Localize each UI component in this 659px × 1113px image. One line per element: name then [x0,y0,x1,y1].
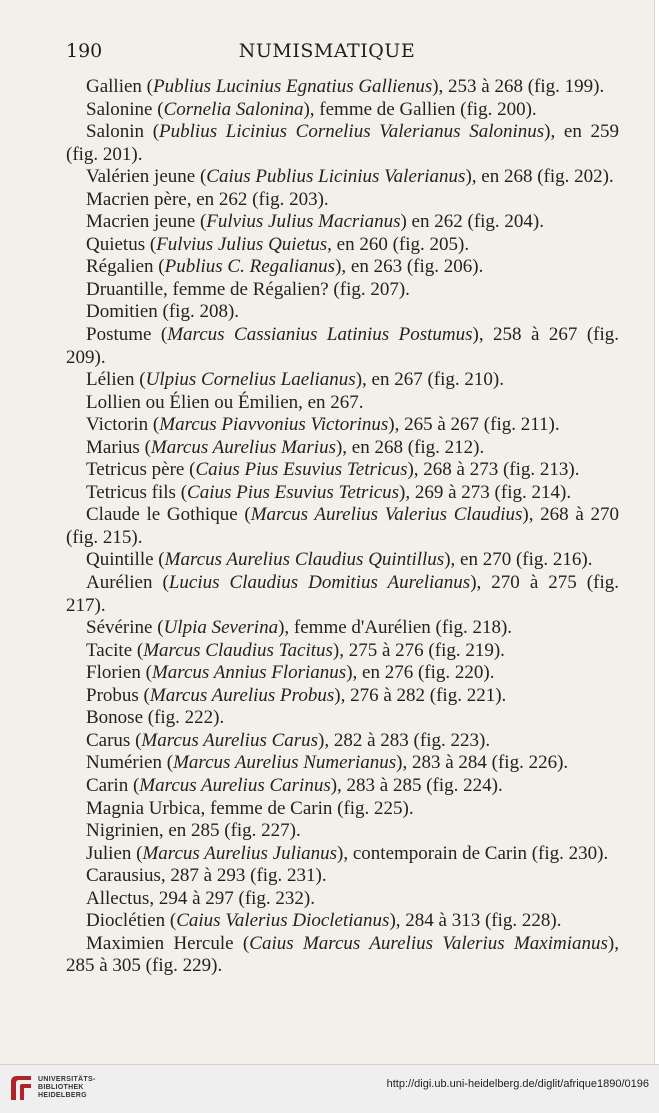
latin-full-name: Marcus Aurelius Carinus [139,774,331,796]
entry-text: ) en 262 (fig. 204). [400,211,545,233]
list-item [66,662,619,685]
latin-full-name: Marcus Aurelius Julianus [142,842,338,864]
entry-text: ), femme d'Aurélien (fig. 218). [278,617,513,639]
entry-text: Carin ( [86,774,140,796]
entry-text: ), 275 à 276 (fig. 219). [332,639,505,661]
entry-text: ), contemporain de Carin (fig. 230). [337,842,609,864]
list-item [66,414,619,437]
permalink-url[interactable]: http://digi.ub.uni-heidelberg.de/diglit/afrique1890/0196 [386,1078,649,1090]
list-item [66,910,619,933]
latin-full-name: Fulvius Julius Macrianus [206,211,401,233]
entry-text: Tetricus fils ( [86,481,188,503]
list-item [66,437,619,460]
entry-text: Quintille ( [86,549,165,571]
emperor-list [66,76,619,978]
entry-text: Julien ( [86,842,143,864]
page-header [0,40,654,70]
latin-full-name: Ulpius Cornelius Laelianus [145,369,356,391]
entry-text: ), 285 à 305 (fig. 229). [66,932,619,977]
latin-full-name: Marcus Claudius Tacitus [143,639,333,661]
entry-text: Postume ( [86,324,168,346]
list-item [66,685,619,708]
entry-text: ), 265 à 267 (fig. 211). [388,414,560,436]
entry-text: , en 260 (fig. 205). [327,233,470,255]
entry-text: Dioclétien ( [86,910,177,932]
entry-text: Valérien jeune ( [86,166,207,188]
list-item [66,549,619,572]
entry-text: ), en 267 (fig. 210). [355,369,504,391]
list-item [66,933,619,978]
entry-text: Maximien Hercule ( [86,932,250,954]
entry-text: Lélien ( [86,369,146,391]
entry-text: ), 268 à 273 (fig. 213). [407,459,580,481]
entry-text: Aurélien ( [86,572,169,594]
entry-text: Probus ( [86,684,150,706]
latin-full-name: Marcus Aurelius Numerianus [173,752,397,774]
entry-text: Macrien jeune ( [86,211,207,233]
latin-full-name: Marcus Aurelius Marius [150,436,336,458]
list-item [66,301,619,324]
list-item [66,392,619,415]
list-item [66,730,619,753]
entry-text: Tacite ( [86,639,144,661]
latin-full-name: Publius Licinius Cornelius Valerianus Saloninus [159,121,545,143]
latin-full-name: Marcus Cassianius Latinius Postumus [167,324,473,346]
entry-text: ), 283 à 285 (fig. 224). [330,774,503,796]
entry-text: ), 276 à 282 (fig. 221). [334,684,507,706]
entry-text: ), en 268 (fig. 212). [335,436,485,458]
entry-text: ), en 259 (fig. 201). [66,121,619,165]
entry-text: Florien ( [86,662,152,684]
entry-text: ), en 263 (fig. 206). [335,256,484,278]
list-item [66,504,619,549]
list-item [66,752,619,775]
list-item [66,189,619,212]
entry-text: ), 270 à 275 (fig. 217). [66,572,619,616]
latin-full-name: Marcus Aurelius Carus [141,729,319,751]
list-item [66,324,619,369]
latin-full-name: Marcus Annius Florianus [151,662,347,684]
latin-full-name: Lucius Claudius Domitius Aurelianus [168,572,471,594]
latin-full-name: Marcus Piavvonius Victorinus [159,414,389,436]
university-library-name [38,1076,96,1100]
entry-text: Victorin ( [86,414,160,436]
entry-text: Domitien (fig. 208). [86,301,240,323]
list-item [66,256,619,279]
list-item [66,369,619,392]
list-item [66,211,619,234]
latin-full-name: Marcus Aurelius Valerius Claudius [250,504,523,526]
list-item [66,617,619,640]
latin-full-name: Caius Publius Licinius Valerianus [206,166,466,188]
list-item [66,76,619,99]
logo-text-line: HEIDELBERG [38,1092,87,1099]
entry-text: Macrien père, en 262 (fig. 203). [86,188,329,210]
entry-text: ), 282 à 283 (fig. 223). [318,729,491,751]
list-item [66,888,619,911]
entry-text: Allectus, 294 à 297 (fig. 232). [86,887,316,909]
entry-text: ), en 270 (fig. 216). [444,549,593,571]
logo-text-line: UNIVERSITÄTS- [38,1076,96,1083]
list-item [66,775,619,798]
entry-text: Claude le Gothique ( [86,504,251,526]
list-item [66,865,619,888]
list-item [66,279,619,302]
latin-full-name: Caius Pius Esuvius Tetricus [187,481,400,503]
latin-full-name: Cornelia Salonina [163,98,304,120]
university-library-logo-icon[interactable] [8,1073,34,1103]
viewer-footer [0,1064,659,1113]
list-item [66,798,619,821]
entry-text: ), 253 à 268 (fig. 199). [432,76,605,97]
latin-full-name: Fulvius Julius Quietus [156,233,328,255]
latin-full-name: Publius C. Regalianus [164,256,336,278]
list-item [66,572,619,617]
entry-text: Numérien ( [86,752,174,774]
list-item [66,707,619,730]
list-item [66,234,619,257]
list-item [66,459,619,482]
entry-text: Salonin ( [86,121,160,143]
entry-text: Quietus ( [86,233,157,255]
entry-text: Sévérine ( [86,617,164,639]
entry-text: Magnia Urbica, femme de Carin (fig. 225). [86,797,414,819]
list-item [66,640,619,663]
page-number: 190 [66,40,103,62]
logo-text-line: BIBLIOTHEK [38,1084,84,1091]
list-item [66,820,619,843]
entry-text: ), 283 à 284 (fig. 226). [396,752,569,774]
latin-full-name: Caius Pius Esuvius Tetricus [195,459,408,481]
entry-text: ), 268 à 270 (fig. 215). [66,504,619,548]
latin-full-name: Marcus Aurelius Probus [149,684,335,706]
entry-text: Salonine ( [86,98,164,120]
entry-text: Carus ( [86,729,142,751]
latin-full-name: Ulpia Severina [163,617,279,639]
entry-text: ), 284 à 313 (fig. 228). [389,910,562,932]
list-item [66,482,619,505]
entry-text: Régalien ( [86,256,165,278]
latin-full-name: Marcus Aurelius Claudius Quintillus [164,549,445,571]
entry-text: ), en 276 (fig. 220). [346,662,495,684]
entry-text: Tetricus père ( [86,459,196,481]
entry-text: ), femme de Gallien (fig. 200). [303,98,537,120]
list-item [66,843,619,866]
entry-text: Marius ( [86,436,151,458]
running-title: NUMISMATIQUE [238,40,416,62]
entry-text: ), 269 à 273 (fig. 214). [399,481,572,503]
list-item [66,99,619,122]
entry-text: Nigrinien, en 285 (fig. 227). [86,820,301,842]
latin-full-name: Caius Marcus Aurelius Valerius Maximianus [249,932,608,954]
entry-text: Druantille, femme de Régalien? (fig. 207). [86,278,410,300]
entry-text: Carausius, 287 à 293 (fig. 231). [86,865,327,887]
list-item [66,166,619,189]
entry-text: Lollien ou Élien ou Émilien, en 267. [86,391,364,413]
entry-text: ), 258 à 267 (fig. 209). [66,324,620,368]
entry-text: Gallien ( [86,76,154,97]
entry-text: Bonose (fig. 222). [86,707,225,729]
latin-full-name: Caius Valerius Diocletianus [176,910,390,932]
entry-text: ), en 268 (fig. 202). [465,166,614,188]
list-item [66,121,619,166]
latin-full-name: Publius Lucinius Egnatius Gallienus [153,76,433,97]
